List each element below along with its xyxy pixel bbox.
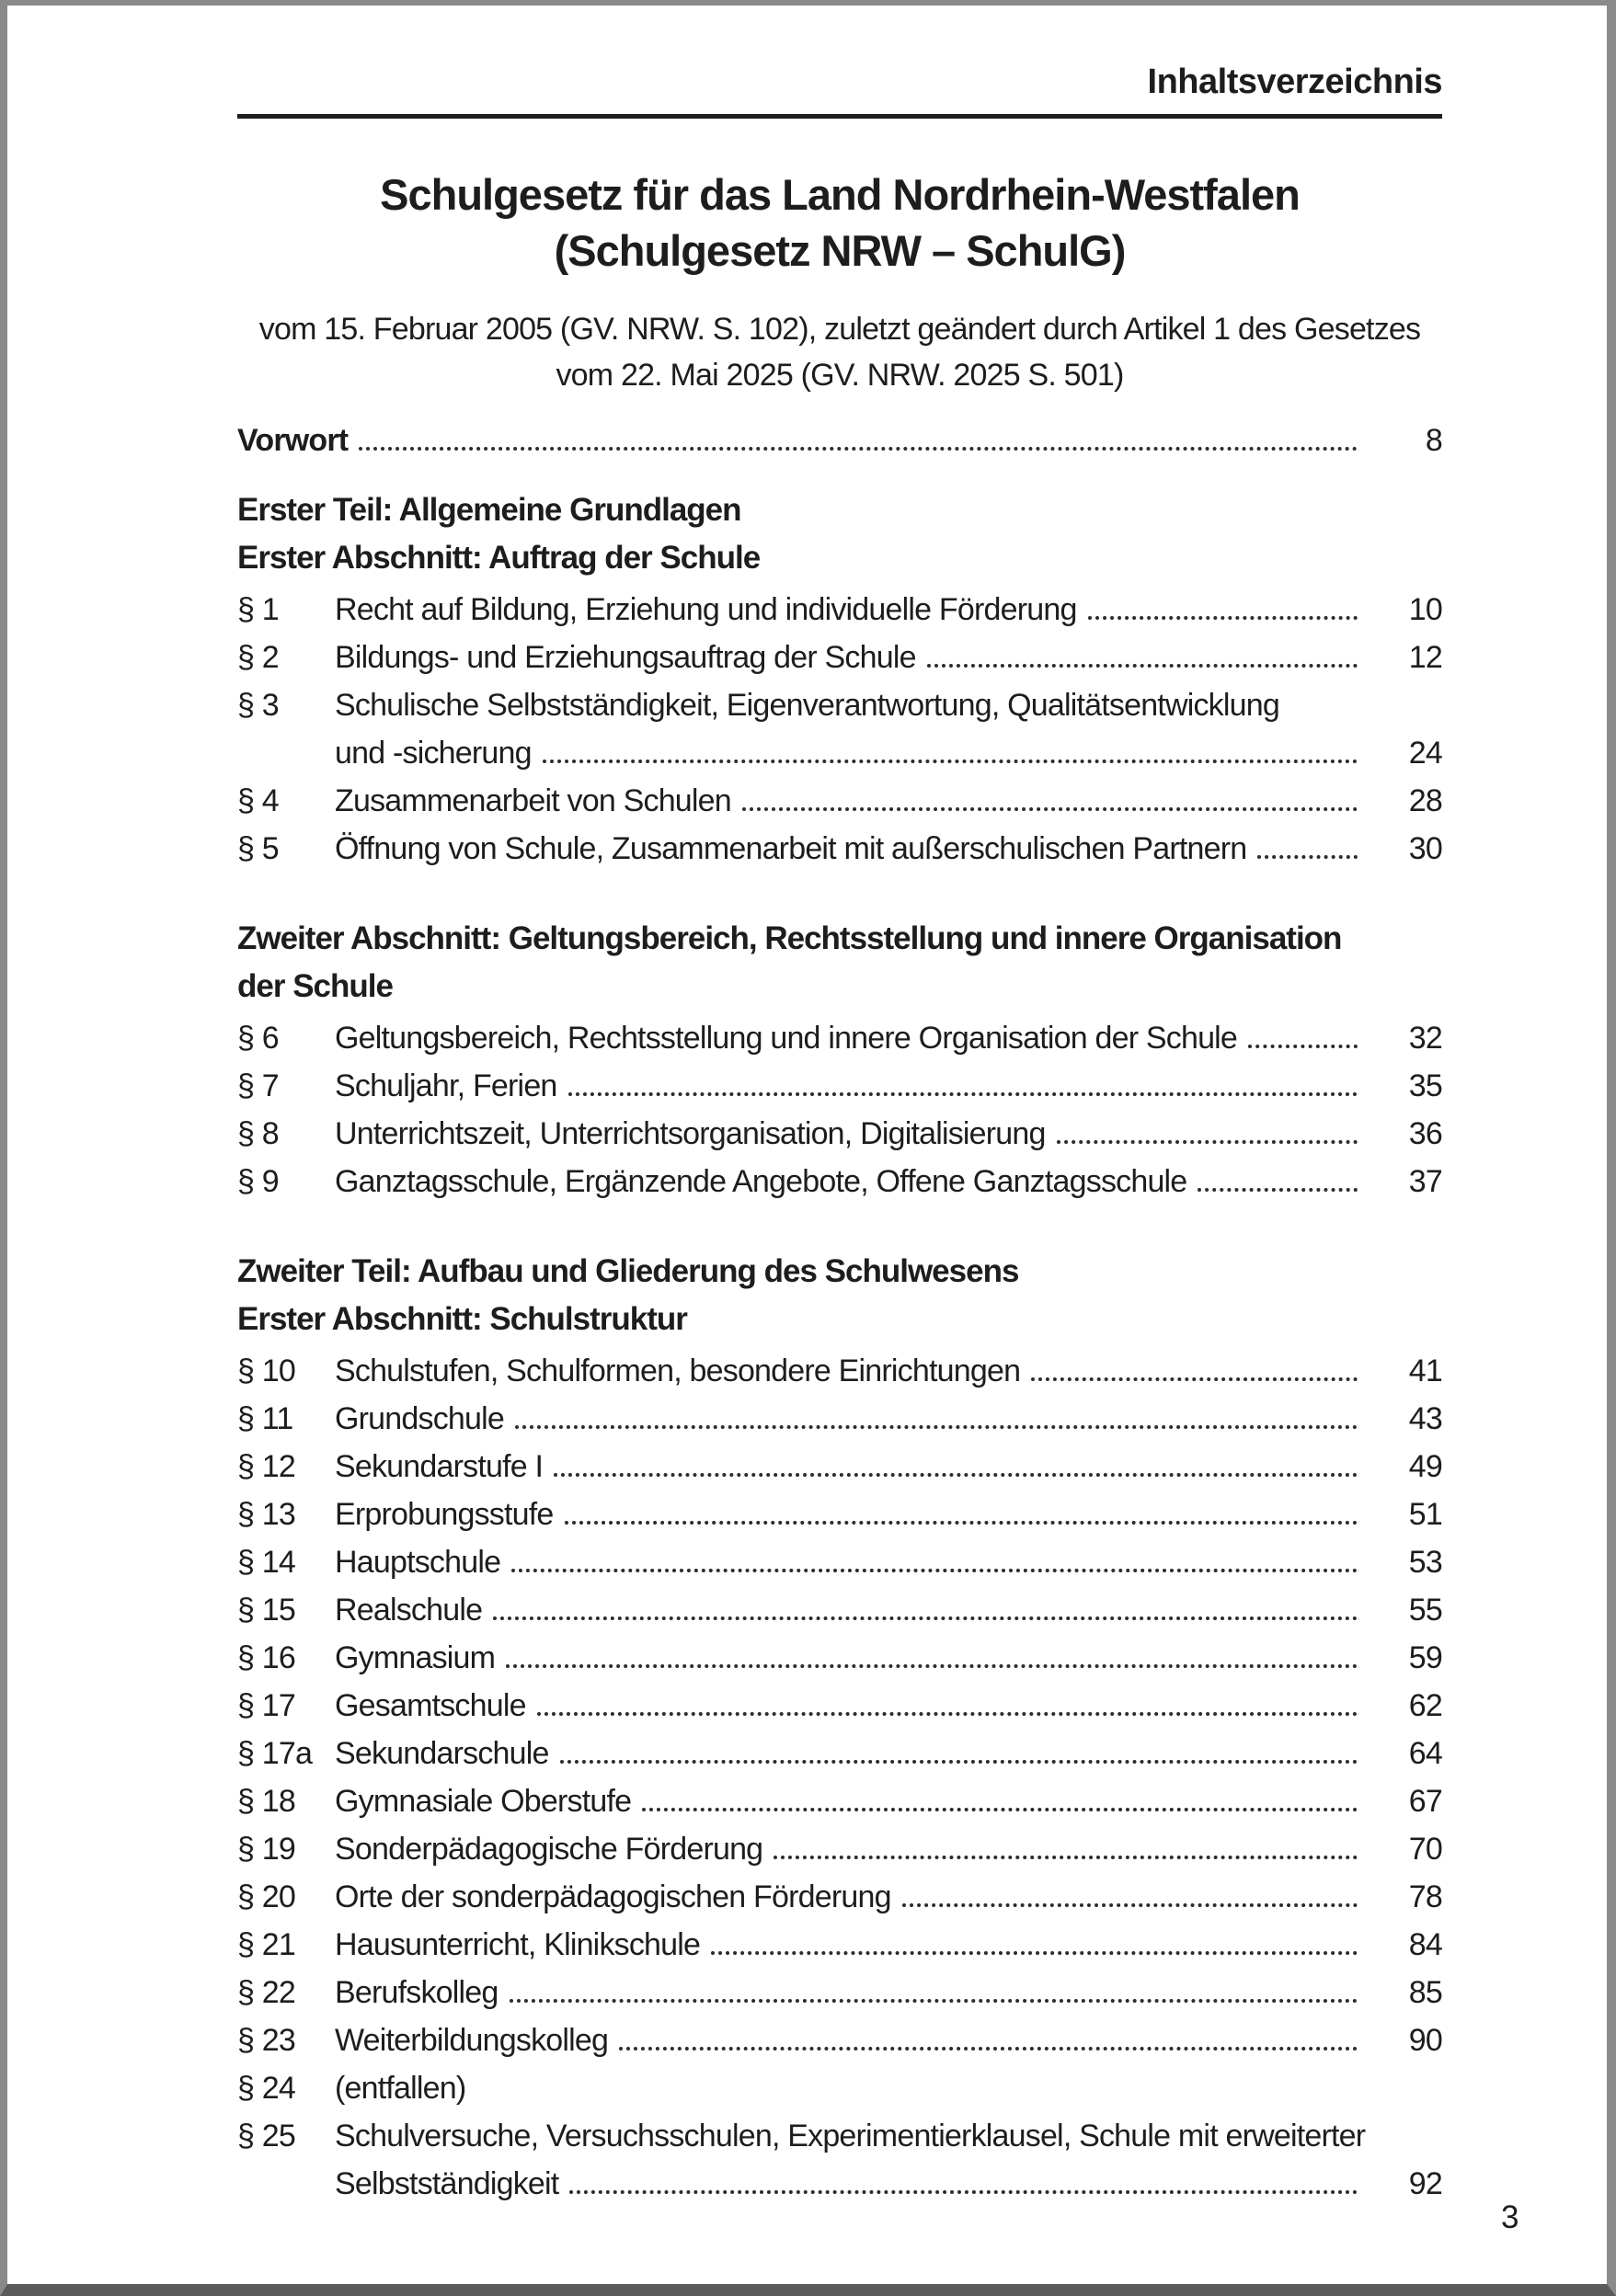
paragraph-number: § 23 [237, 2023, 295, 2058]
entry-title: Unterrichtszeit, Unterrichtsorganisation, Digitalisierung [335, 1116, 1046, 1151]
entry-title: Vorwort [237, 423, 349, 458]
entry-title: Hauptschule [335, 1545, 501, 1580]
entry-title: Weiterbildungskolleg [335, 2023, 609, 2058]
entry-title: Ganztagsschule, Ergänzende Angebote, Offene Ganztagsschule [335, 1164, 1187, 1199]
toc-entry [237, 1777, 1442, 1825]
header-label: Inhaltsverzeichnis [1147, 63, 1442, 101]
entry-title: Gesamtschule [335, 1688, 526, 1723]
dot-leader [742, 807, 1358, 811]
dot-leader [902, 1903, 1358, 1907]
dot-leader [642, 1808, 1358, 1811]
paragraph-number: § 17a [237, 1736, 313, 1771]
paragraph-number: § 14 [237, 1545, 295, 1580]
entry-page-number: 12 [1408, 640, 1442, 675]
entry-title-block [237, 417, 1369, 464]
entry-page-number: 49 [1408, 1449, 1442, 1484]
entries [237, 586, 1442, 873]
toc-group-3 [237, 1248, 1442, 2208]
entry-page-number: 30 [1408, 831, 1442, 866]
entry-page-number: 32 [1408, 1021, 1442, 1056]
paragraph-number: § 8 [237, 1116, 279, 1151]
heading-line: Erster Abschnitt: Schulstruktur [237, 1301, 687, 1337]
entry-page-number: 64 [1408, 1736, 1442, 1771]
paragraph-number: § 22 [237, 1975, 295, 2010]
entry-title: Sekundarschule [335, 1736, 549, 1771]
paragraph-number: § 11 [237, 1401, 293, 1436]
paragraph-number: § 15 [237, 1593, 295, 1628]
dot-leader [515, 1425, 1358, 1429]
dot-leader [1257, 855, 1358, 859]
entry-title: Zusammenarbeit von Schulen [335, 783, 731, 818]
paragraph-number: § 5 [237, 831, 279, 866]
entry-page-number: 59 [1408, 1640, 1442, 1675]
entry-page-number: 24 [1408, 736, 1442, 771]
entry-page-number: 37 [1408, 1164, 1442, 1199]
paragraph-number: § 10 [237, 1354, 295, 1388]
dot-leader [510, 1999, 1358, 2003]
toc-entry [237, 1491, 1442, 1538]
document-subtitle [237, 306, 1442, 398]
dot-leader [560, 1760, 1358, 1764]
paragraph-number: § 20 [237, 1879, 295, 1914]
header-rule [237, 114, 1442, 119]
toc-group-1 [237, 486, 1442, 873]
dot-leader [1198, 1188, 1358, 1192]
entry-page-number: 62 [1408, 1688, 1442, 1723]
toc-entry [237, 2064, 1442, 2112]
entry-title: Sonderpädagogische Förderung [335, 1832, 763, 1867]
entry-page-number: 28 [1408, 783, 1442, 818]
toc-entry [237, 586, 1442, 634]
table-of-contents [237, 417, 1442, 2208]
entry-title: (entfallen) [335, 2071, 466, 2106]
toc-entry [237, 1682, 1442, 1730]
toc-entry [237, 825, 1442, 873]
entry-title-continued: und -sicherung [335, 736, 532, 771]
paragraph-number: § 7 [237, 1068, 279, 1103]
toc-entry [237, 1634, 1442, 1682]
paragraph-number: § 12 [237, 1449, 295, 1484]
subtitle-line1: vom 15. Februar 2005 (GV. NRW. S. 102), zuletzt geändert durch Artikel 1 des Gesetzes [258, 312, 1421, 347]
toc-entry [237, 1110, 1442, 1158]
section-heading [237, 486, 1442, 582]
entry-title: Realschule [335, 1593, 483, 1628]
paragraph-number: § 18 [237, 1784, 295, 1819]
paragraph-number: § 9 [237, 1164, 279, 1199]
entry-page-number: 90 [1408, 2023, 1442, 2058]
heading-line: Erster Teil: Allgemeine Grundlagen [237, 492, 741, 528]
toc-entry [237, 1538, 1442, 1586]
entry-page-number: 41 [1408, 1354, 1442, 1388]
entry-title: Bildungs- und Erziehungsauftrag der Schule [335, 640, 916, 675]
dot-leader [1031, 1377, 1358, 1381]
heading-line: Zweiter Abschnitt: Geltungsbereich, Rechtsstellung und innere Organisation [237, 920, 1342, 956]
entry-title-continued: Selbstständigkeit [335, 2166, 559, 2201]
entry-page-number: 53 [1408, 1545, 1442, 1580]
dot-leader [493, 1616, 1358, 1620]
page-content [237, 6, 1442, 2208]
paragraph-number: § 4 [237, 783, 279, 818]
toc-entry [237, 1921, 1442, 1969]
dot-leader [619, 2047, 1358, 2050]
entry-title: Schulische Selbstständigkeit, Eigenverantwortung, Qualitätsentwicklung [335, 688, 1279, 723]
entry-page-number: 67 [1408, 1784, 1442, 1819]
toc-entry [237, 1873, 1442, 1921]
toc-entry [237, 2016, 1442, 2064]
dot-leader [569, 2190, 1358, 2194]
toc-entry [237, 2112, 1442, 2208]
entry-title: Schulversuche, Versuchsschulen, Experimentierklausel, Schule mit erweiterter [335, 2119, 1366, 2153]
paragraph-number: § 16 [237, 1640, 295, 1675]
paragraph-number: § 6 [237, 1021, 279, 1056]
entries [237, 1347, 1442, 2208]
entry-page-number: 36 [1408, 1116, 1442, 1151]
entry-page-number: 70 [1408, 1832, 1442, 1867]
toc-entry [237, 1825, 1442, 1873]
toc-entry [237, 1062, 1442, 1110]
entry-title: Orte der sonderpädagogischen Förderung [335, 1879, 891, 1914]
dot-leader [1088, 616, 1358, 620]
toc-entry [237, 1443, 1442, 1491]
section-heading [237, 915, 1442, 1011]
dot-leader [711, 1951, 1358, 1955]
entry-title: Gymnasiale Oberstufe [335, 1784, 632, 1819]
entry-page-number: 55 [1408, 1593, 1442, 1628]
subtitle-line2: vom 22. Mai 2025 (GV. NRW. 2025 S. 501) [556, 358, 1124, 393]
entry-title: Öffnung von Schule, Zusammenarbeit mit außerschulischen Partnern [335, 831, 1247, 866]
section-heading [237, 1248, 1442, 1343]
entry-page-number: 78 [1408, 1879, 1442, 1914]
dot-leader [1057, 1140, 1358, 1144]
toc-entry [237, 1730, 1442, 1777]
document-title-line2: (Schulgesetz NRW – SchulG) [554, 226, 1126, 275]
dot-leader [359, 447, 1358, 451]
entry-title: Geltungsbereich, Rechtsstellung und innere Organisation der Schule [335, 1021, 1238, 1056]
paragraph-number: § 21 [237, 1927, 295, 1962]
toc-group-2 [237, 915, 1442, 1205]
entry-title: Sekundarstufe I [335, 1449, 544, 1484]
toc-entry [237, 1158, 1442, 1205]
dot-leader [506, 1664, 1358, 1668]
entry-page-number: 43 [1408, 1401, 1442, 1436]
toc-entry [237, 1395, 1442, 1443]
dot-leader [927, 664, 1358, 668]
paragraph-number: § 13 [237, 1497, 295, 1532]
entries [237, 1014, 1442, 1205]
toc-entry [237, 634, 1442, 681]
toc-entry [237, 681, 1442, 777]
entry-page-number: 92 [1408, 2166, 1442, 2201]
entry-title: Hausunterricht, Klinikschule [335, 1927, 701, 1962]
paragraph-number: § 2 [237, 640, 279, 675]
paragraph-number: § 24 [237, 2071, 295, 2106]
dot-leader [511, 1569, 1358, 1572]
toc-entry [237, 1347, 1442, 1395]
dot-leader [568, 1092, 1358, 1096]
folio-page-number: 3 [1501, 2199, 1519, 2235]
toc-entry [237, 1969, 1442, 2016]
entry-page-number: 85 [1408, 1975, 1442, 2010]
entry-title: Schulstufen, Schulformen, besondere Einrichtungen [335, 1354, 1021, 1388]
dot-leader [1248, 1045, 1358, 1048]
entry-page-number: 84 [1408, 1927, 1442, 1962]
entry-title: Schuljahr, Ferien [335, 1068, 557, 1103]
paragraph-number: § 25 [237, 2119, 295, 2153]
toc-entry [237, 1014, 1442, 1062]
paragraph-number: § 19 [237, 1832, 295, 1867]
dot-leader [543, 760, 1358, 763]
entry-title: Recht auf Bildung, Erziehung und individuelle Förderung [335, 592, 1077, 627]
toc-entry-vorwort [237, 417, 1442, 464]
toc-entry [237, 1586, 1442, 1634]
entry-title: Gymnasium [335, 1640, 496, 1675]
dot-leader [537, 1712, 1358, 1716]
entry-title: Grundschule [335, 1401, 504, 1436]
paragraph-number: § 1 [237, 592, 279, 627]
toc-entry [237, 777, 1442, 825]
heading-line: der Schule [237, 968, 393, 1004]
entry-page-number: 35 [1408, 1068, 1442, 1103]
entry-page-number: 51 [1408, 1497, 1442, 1532]
heading-line: Zweiter Teil: Aufbau und Gliederung des Schulwesens [237, 1253, 1019, 1289]
dot-leader [554, 1473, 1358, 1477]
entry-title: Berufskolleg [335, 1975, 499, 2010]
paragraph-number: § 3 [237, 688, 279, 723]
entry-page-number: 8 [1425, 423, 1442, 458]
dot-leader [565, 1521, 1358, 1525]
entry-page-number: 10 [1408, 592, 1442, 627]
document-title-line1: Schulgesetz für das Land Nordrhein-Westfalen [380, 170, 1300, 219]
paragraph-number: § 17 [237, 1688, 295, 1723]
heading-line: Erster Abschnitt: Auftrag der Schule [237, 540, 761, 576]
entry-title: Erprobungsstufe [335, 1497, 554, 1532]
document-title [237, 166, 1442, 279]
dot-leader [774, 1856, 1358, 1859]
